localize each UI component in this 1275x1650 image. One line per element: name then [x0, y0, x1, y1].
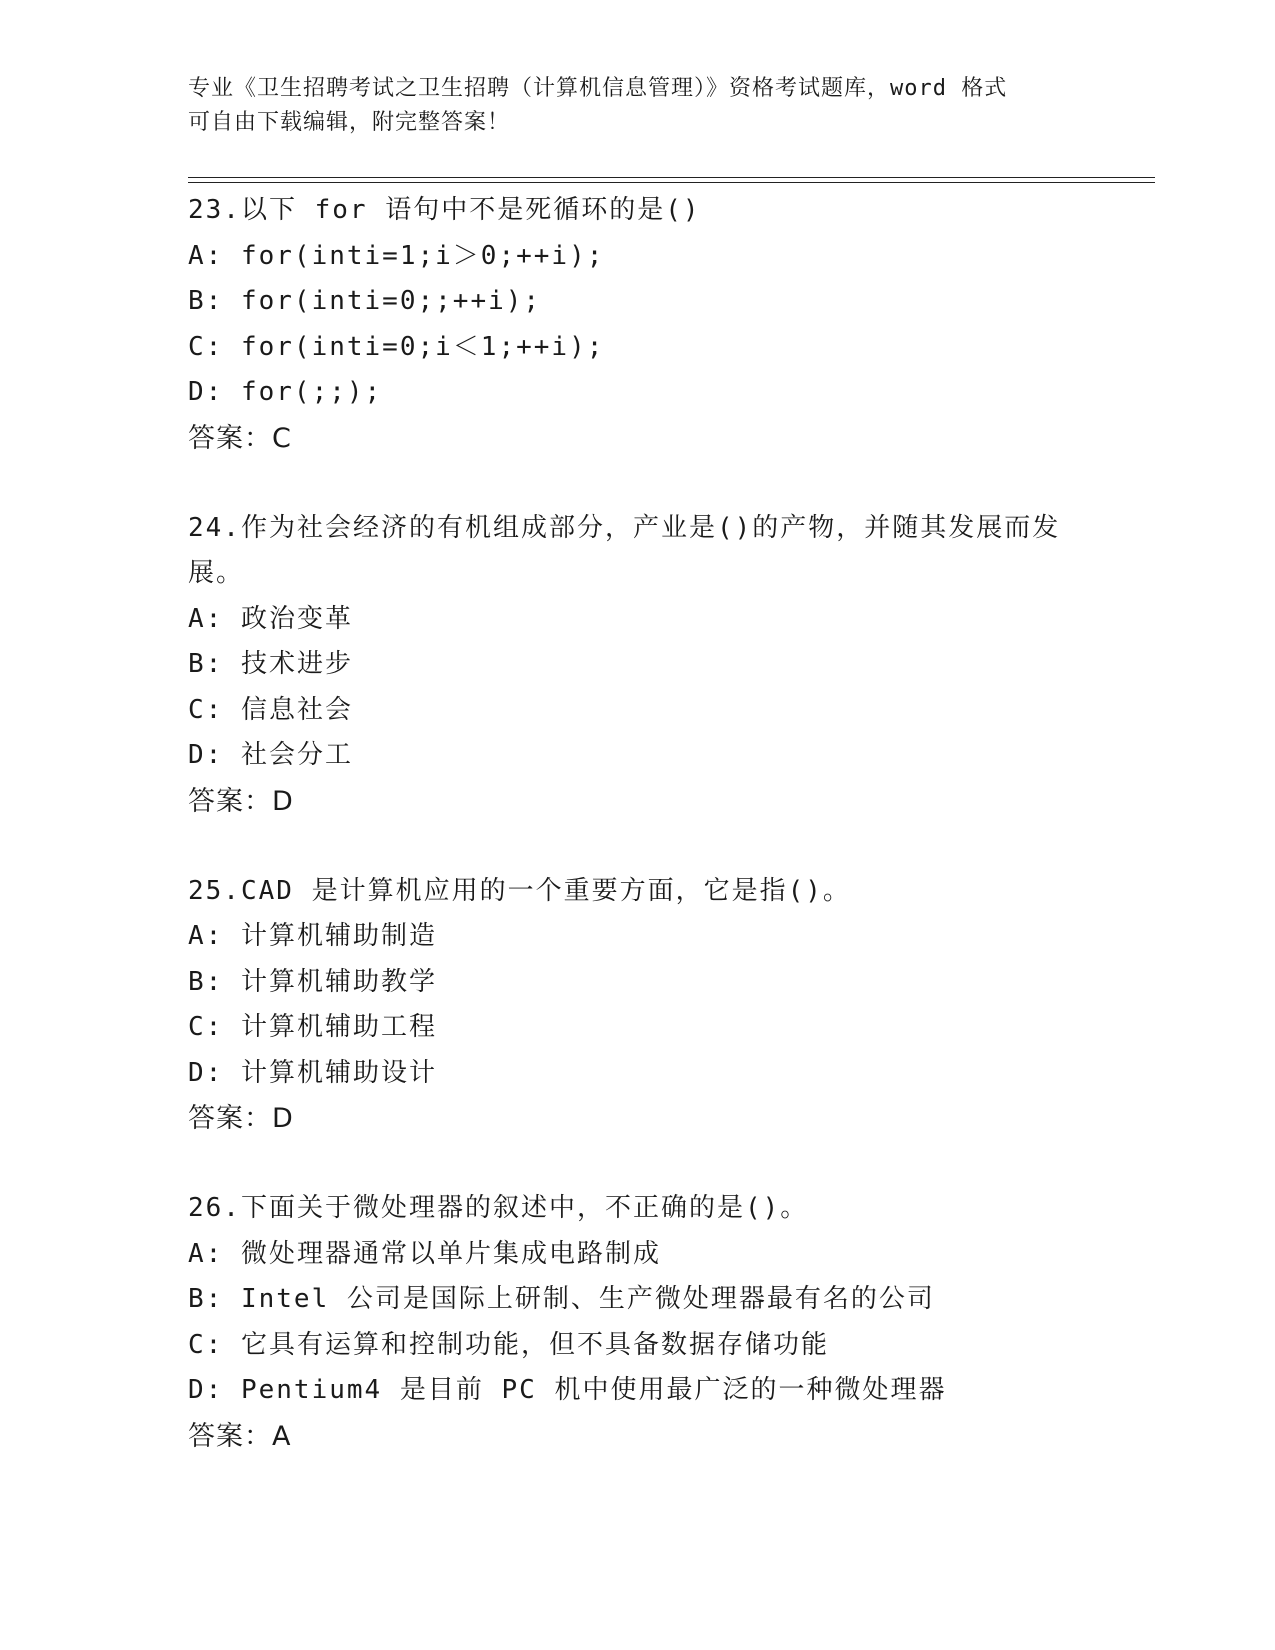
question-26: [188, 1186, 1088, 1460]
header-divider-bottom: [188, 182, 1155, 183]
option-a: A: 政治变革: [188, 603, 353, 634]
option-a: A: 计算机辅助制造: [188, 921, 437, 951]
answer-line: 答案：D: [188, 785, 294, 817]
option-d: D: 计算机辅助设计: [188, 1057, 437, 1088]
option-c: C: for(inti=0;i＜1;++i);: [188, 331, 605, 362]
question-24: [188, 506, 1088, 825]
option-a: A: for(inti=1;i＞0;++i);: [188, 240, 605, 271]
question-25: [188, 869, 1088, 1143]
option-d: D: 社会分工: [188, 740, 353, 770]
option-b: B: Intel 公司是国际上研制、生产微处理器最有名的公司: [188, 1284, 935, 1314]
option-c: C: 信息社会: [188, 694, 353, 725]
question-23: [188, 188, 1088, 462]
answer-line: 答案：A: [188, 1420, 292, 1452]
option-d: D: for(;;);: [188, 377, 383, 407]
question-stem: 26.下面关于微处理器的叙述中，不正确的是()。: [188, 1193, 809, 1223]
answer-line: 答案：D: [188, 1103, 294, 1134]
option-b: B: 技术进步: [188, 649, 353, 679]
option-a: A: 微处理器通常以单片集成电路制成: [188, 1238, 661, 1269]
header-line-1: 专业《卫生招聘考试之卫生招聘（计算机信息管理）》资格考试题库，word 格式: [188, 76, 1008, 101]
option-c: C: 计算机辅助工程: [188, 1012, 437, 1042]
question-stem: 25.CAD 是计算机应用的一个重要方面，它是指()。: [188, 875, 851, 906]
header-divider-top: [188, 177, 1155, 178]
question-stem: 24.作为社会经济的有机组成部分，产业是()的产物，并随其发展而发: [188, 512, 1061, 543]
question-stem: 23.以下 for 语句中不是死循环的是(): [188, 195, 701, 225]
option-b: B: for(inti=0;;++i);: [188, 286, 542, 316]
answer-line: 答案：C: [188, 422, 292, 454]
document-header: [188, 72, 1088, 140]
option-b: B: 计算机辅助教学: [188, 966, 437, 997]
question-list: [188, 188, 1088, 1504]
question-stem-continued: 展。: [188, 558, 245, 588]
header-line-2: 可自由下载编辑，附完整答案！: [188, 110, 511, 135]
option-d: D: Pentium4 是目前 PC 机中使用最广泛的一种微处理器: [188, 1375, 947, 1405]
option-c: C: 它具有运算和控制功能，但不具备数据存储功能: [188, 1329, 829, 1360]
